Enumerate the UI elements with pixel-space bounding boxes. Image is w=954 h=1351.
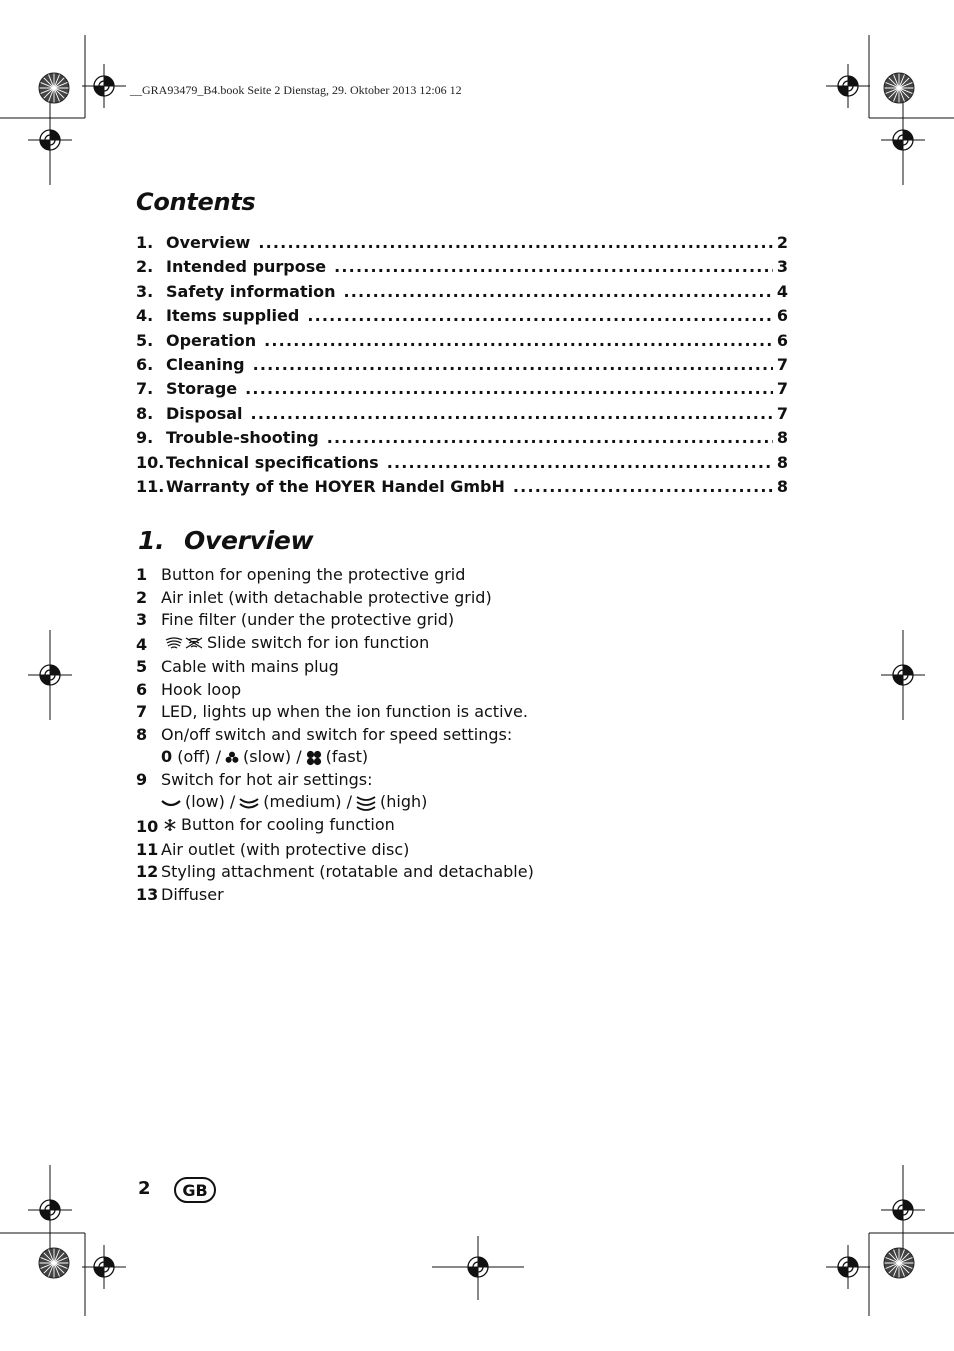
toc-number: 8.	[136, 403, 154, 423]
heat-medium-icon	[239, 796, 259, 810]
toc-page-number: 2	[776, 233, 788, 252]
toc-leader-dots	[307, 304, 773, 328]
toc-page-number: 3	[776, 257, 788, 277]
toc-entry	[136, 426, 788, 450]
toc-leader-dots	[387, 451, 773, 475]
toc-title: Storage	[166, 379, 238, 399]
contents-heading: Contents	[136, 188, 256, 216]
item-text: Button for cooling function	[181, 814, 395, 834]
list-item	[136, 839, 534, 862]
toc-entry	[136, 231, 788, 255]
overview-list	[136, 564, 534, 906]
list-item	[136, 632, 534, 657]
toc-leader-dots	[245, 377, 773, 401]
toc-entry	[136, 377, 788, 401]
item-number: 5	[136, 657, 148, 677]
item-text: Diffuser	[161, 884, 224, 904]
toc-title: Trouble-shooting	[166, 428, 319, 448]
item-text: LED, lights up when the ion function is active.	[161, 702, 528, 722]
item-text: Button for opening the protective grid	[161, 565, 466, 584]
ion-on-icon	[185, 636, 203, 650]
toc-leader-dots	[258, 231, 773, 255]
item-number: 6	[136, 679, 148, 699]
toc-number: 3.	[136, 281, 154, 301]
heat-low-icon	[161, 797, 181, 809]
speed-off-label: (off) /	[177, 747, 222, 767]
list-item	[136, 884, 534, 907]
toc-number: 9.	[136, 428, 154, 448]
page-number: 2	[138, 1178, 151, 1199]
toc-leader-dots	[327, 426, 773, 450]
toc-title: Technical specifications	[166, 452, 379, 472]
overview-heading-number: 1.	[138, 526, 165, 555]
toc-number: 10.	[136, 452, 165, 472]
item-number: 2	[136, 587, 148, 607]
heat-low-label: (low) /	[185, 792, 236, 812]
snowflake-icon	[163, 818, 177, 832]
item-number: 9	[136, 769, 148, 789]
item-text: Hook loop	[161, 679, 242, 699]
toc-title: Intended purpose	[166, 257, 327, 277]
list-item	[136, 814, 534, 839]
item-text: On/off switch and switch for speed settings:	[161, 724, 513, 744]
toc-page-number: 6	[776, 306, 788, 326]
item-number: 1	[136, 565, 148, 584]
item-text: Styling attachment (rotatable and detachable)	[161, 862, 534, 881]
list-item	[136, 769, 534, 792]
speed-settings-line	[136, 746, 534, 769]
item-text: Air inlet (with detachable protective grid)	[161, 587, 492, 607]
overview-heading-title: Overview	[184, 526, 314, 555]
item-number: 13	[136, 884, 159, 904]
toc-page-number: 8	[776, 476, 788, 496]
toc-page-number: 4	[776, 281, 788, 301]
toc-page-number: 7	[776, 403, 788, 423]
item-number: 4	[136, 634, 148, 654]
list-item	[136, 564, 534, 587]
toc-number: 5.	[136, 330, 154, 350]
toc-entry	[136, 280, 788, 304]
toc-leader-dots	[251, 402, 773, 426]
item-number: 7	[136, 702, 148, 722]
toc-leader-dots	[343, 280, 772, 304]
toc-page-number: 7	[776, 354, 788, 374]
toc-entry	[136, 475, 788, 499]
heat-high-label: (high)	[380, 792, 428, 812]
toc-entry	[136, 451, 788, 475]
table-of-contents	[136, 231, 788, 499]
toc-number: 1.	[136, 233, 154, 252]
item-text: Slide switch for ion function	[207, 632, 430, 652]
language-code: GB	[182, 1180, 208, 1200]
toc-entry	[136, 255, 788, 279]
speed-zero: 0	[161, 747, 173, 767]
toc-leader-dots	[513, 475, 773, 499]
item-number: 11	[136, 839, 159, 859]
ion-off-icon	[165, 636, 183, 650]
print-slug-line: __GRA93479_B4.book Seite 2 Dienstag, 29. Oktober 2013 12:06 12	[130, 83, 462, 97]
toc-entry	[136, 353, 788, 377]
toc-title: Disposal	[166, 403, 243, 423]
list-item	[136, 587, 534, 610]
heat-settings-line	[136, 791, 534, 814]
toc-number: 6.	[136, 354, 154, 374]
item-number: 8	[136, 724, 148, 744]
fan-slow-icon	[225, 751, 239, 765]
toc-entry	[136, 402, 788, 426]
item-number: 10	[136, 817, 159, 836]
toc-title: Overview	[166, 233, 251, 252]
fan-fast-icon	[306, 750, 322, 766]
toc-number: 2.	[136, 257, 154, 277]
toc-entry	[136, 304, 788, 328]
toc-page-number: 8	[776, 452, 788, 472]
list-item	[136, 609, 534, 632]
toc-title: Items supplied	[166, 306, 300, 326]
toc-number: 7.	[136, 379, 154, 399]
toc-page-number: 8	[776, 428, 788, 448]
language-badge	[174, 1177, 216, 1203]
overview-heading	[138, 526, 313, 555]
toc-number: 4.	[136, 306, 154, 326]
item-text: Switch for hot air settings:	[161, 769, 373, 789]
list-item	[136, 724, 534, 747]
toc-leader-dots	[253, 353, 773, 377]
toc-title: Cleaning	[166, 354, 245, 374]
toc-page-number: 7	[776, 379, 788, 399]
item-text: Fine filter (under the protective grid)	[161, 610, 455, 629]
toc-title: Safety information	[166, 281, 336, 301]
toc-title: Warranty of the HOYER Handel GmbH	[166, 476, 505, 496]
toc-entry	[136, 329, 788, 353]
list-item	[136, 679, 534, 702]
list-item	[136, 656, 534, 679]
heat-medium-label: (medium) /	[263, 792, 352, 812]
item-text: Air outlet (with protective disc)	[161, 839, 410, 859]
item-number: 12	[136, 862, 159, 881]
toc-number: 11.	[136, 476, 165, 496]
toc-leader-dots	[334, 255, 773, 279]
toc-title: Operation	[166, 330, 257, 350]
item-text: Cable with mains plug	[161, 657, 339, 677]
speed-slow-label: (slow) /	[243, 747, 302, 767]
list-item	[136, 861, 534, 884]
list-item	[136, 701, 534, 724]
speed-fast-label: (fast)	[325, 747, 369, 767]
toc-page-number: 6	[776, 330, 788, 350]
heat-high-icon	[356, 795, 376, 811]
item-number: 3	[136, 610, 148, 629]
toc-leader-dots	[264, 329, 773, 353]
